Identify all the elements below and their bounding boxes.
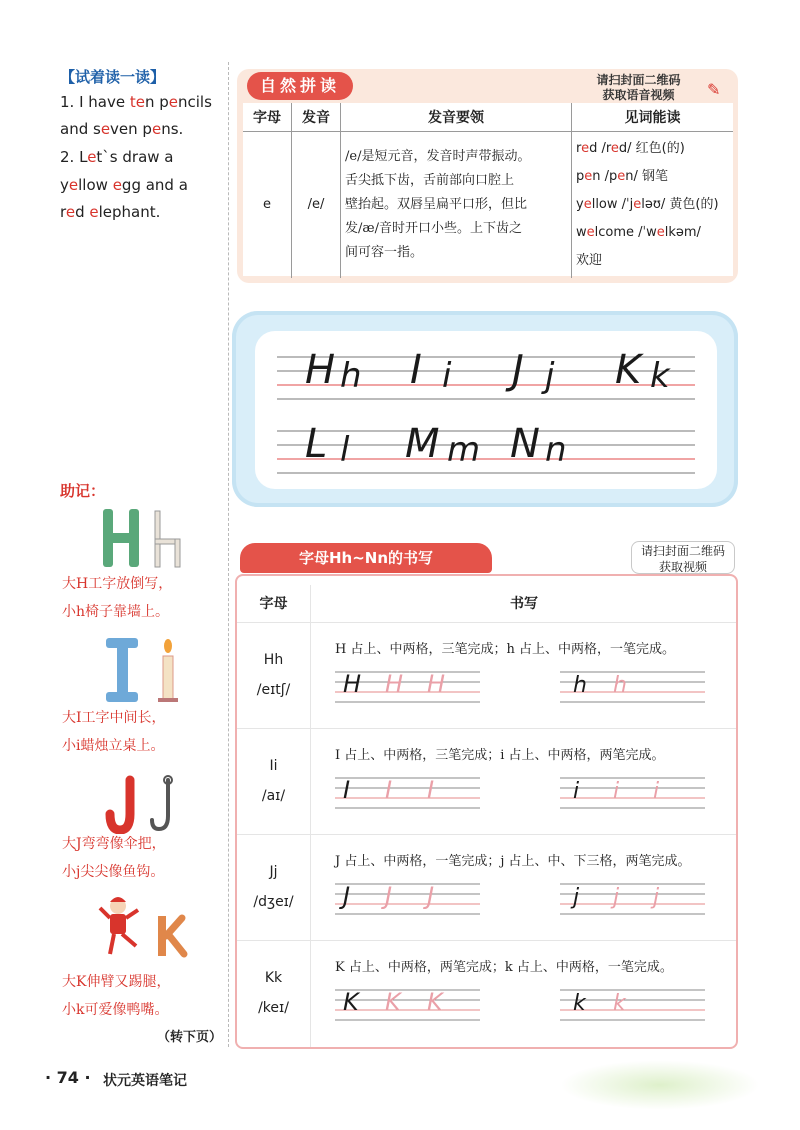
practice-letter: N (510, 421, 540, 467)
phonics-letter: e (243, 132, 292, 278)
phonics-point-line: 间可容一指。 (345, 244, 424, 260)
memo-k-line1: 大K伸臂又踢腿， (62, 974, 171, 990)
footer-decoration (560, 1060, 760, 1110)
writing-sample-letter: I (427, 776, 435, 804)
writing-note-line1: 请扫封面二维码 (640, 544, 725, 558)
letter-j-illustration (98, 774, 188, 834)
try-read-sentence-2: 2. Let`s draw a (60, 148, 174, 166)
practice-letter: k (650, 356, 670, 396)
writing-sample-letter: J (343, 882, 351, 910)
try-read-title: 【试着读一读】 (60, 68, 166, 86)
practice-letter: j (545, 356, 555, 396)
writing-sample-letter: H (427, 670, 446, 698)
practice-letter: L (305, 421, 328, 467)
writing-col-writing: 书写 (510, 596, 538, 612)
writing-sample-letter: K (385, 988, 401, 1016)
phonics-words (572, 132, 734, 278)
writing-practice-grid (335, 984, 735, 1030)
phonics-word: welcome /ˈwelkəm/ (576, 224, 701, 240)
practice-letter: M (405, 421, 440, 467)
writing-sample-letter: i (573, 779, 580, 804)
letter-k-illustration (98, 894, 198, 960)
memo-h-line1: 大H工字放倒写， (62, 576, 173, 592)
memo-h-line2: 小h椅子靠墙上。 (62, 604, 170, 620)
practice-letter: h (340, 356, 362, 396)
writing-letter: Ii (269, 758, 278, 774)
writing-letter: Kk (264, 970, 283, 986)
writing-letter-ipa: /eɪtʃ/ (256, 682, 291, 698)
practice-letter: H (305, 347, 336, 393)
memo-i-line1: 大I工字中间长， (62, 710, 166, 726)
writing-sample-letter: K (427, 988, 443, 1016)
try-read-sentence-2c: red elephant. (60, 203, 161, 221)
writing-sample-letter: j (653, 885, 660, 910)
phonics-word: 欢迎 (576, 252, 603, 268)
writing-practice-grid (335, 666, 735, 712)
writing-sample-letter: k (613, 991, 626, 1016)
writing-sample-letter: I (343, 776, 351, 804)
memo-title: 助记： (60, 482, 106, 500)
phonics-col-points: 发音要领 (341, 103, 572, 132)
writing-description: K 占上、中两格，两笔完成；k 占上、中两格，一笔完成。 (335, 960, 673, 975)
letter-i-illustration (100, 636, 190, 706)
writing-practice-grid (335, 878, 735, 924)
writing-col-letter: 字母 (259, 596, 288, 612)
phonics-col-words: 见词能读 (572, 103, 734, 132)
phonics-word: red /red/ 红色(的) (576, 140, 685, 156)
writing-sample-letter: j (573, 885, 580, 910)
writing-description: I 占上、中两格，三笔完成；i 占上、中两格，两笔完成。 (335, 748, 665, 763)
writing-description: H 占上、中两格，三笔完成；h 占上、中两格，一笔完成。 (335, 642, 675, 657)
writing-note-line2: 获取视频 (658, 560, 707, 574)
writing-letter: Hh (263, 652, 284, 668)
phonics-point-line: 发/æ/音时开口小些。上下齿之 (345, 220, 522, 236)
phonics-badge: 自然拼读 (247, 72, 353, 100)
phonics-point-line: /e/是短元音，发音时声带振动。 (345, 148, 531, 164)
practice-letter: m (447, 430, 481, 470)
writing-letter: Jj (269, 864, 278, 880)
phonics-col-letter: 字母 (243, 103, 292, 132)
try-read-sentence-1b: and seven pens. (60, 120, 184, 138)
writing-row-divider (237, 728, 736, 729)
practice-letter: I (410, 347, 422, 393)
memo-j-line1: 大J弯弯像伞把， (62, 836, 166, 852)
writing-sample-letter: i (653, 779, 660, 804)
writing-sample-letter: K (343, 988, 359, 1016)
writing-letter-ipa: /dʒeɪ/ (253, 894, 294, 910)
phonics-scan-note (576, 73, 701, 103)
writing-scan-note (631, 541, 735, 574)
practice-letter: n (545, 430, 567, 470)
phonics-note-line1: 请扫封面二维码 (596, 73, 681, 87)
phonics-sound: /e/ (292, 132, 341, 278)
sound-icon: ✎ (707, 80, 721, 99)
writing-sample-letter: h (573, 673, 587, 698)
writing-practice-grid (335, 772, 735, 818)
book-title: 状元英语笔记 (103, 1073, 187, 1089)
try-read-sentence-1: 1. I have ten pencils (60, 93, 212, 111)
writing-sample-letter: h (613, 673, 627, 698)
page-number: · 74 · (45, 1068, 91, 1087)
practice-letter: i (442, 356, 452, 396)
phonics-col-sound: 发音 (292, 103, 341, 132)
phonics-note-line2: 获取语音视频 (602, 88, 675, 102)
phonics-point-line: 舌尖抵下齿，舌前部向口腔上 (345, 172, 515, 188)
writing-description: J 占上、中两格，一笔完成；j 占上、中、下三格，两笔完成。 (335, 854, 691, 869)
writing-column-divider (310, 585, 311, 1047)
writing-sample-letter: J (427, 882, 435, 910)
writing-sample-letter: I (385, 776, 393, 804)
writing-row-divider (237, 940, 736, 941)
phonics-point-line: 壁抬起。双唇呈扁平口形，但比 (345, 196, 528, 212)
writing-sample-letter: i (613, 779, 620, 804)
next-page-note: （转下页） (157, 1030, 223, 1045)
writing-row-divider (237, 834, 736, 835)
writing-sample-letter: j (613, 885, 620, 910)
writing-sample-letter: H (343, 670, 362, 698)
writing-tab: 字母Hh~Nn的书写 (240, 543, 492, 573)
writing-sample-letter: J (385, 882, 393, 910)
memo-k-line2: 小k可爱像鸭嘴。 (62, 1002, 169, 1018)
writing-sample-letter: k (573, 991, 586, 1016)
memo-j-line2: 小j尖尖像鱼钩。 (62, 864, 165, 880)
try-read-sentence-2b: yellow egg and a (60, 176, 188, 194)
practice-letter: l (340, 430, 350, 470)
phonics-table (243, 103, 733, 278)
writing-sample-letter: H (385, 670, 404, 698)
practice-letter: K (615, 347, 642, 393)
phonics-word: yellow /ˈjeləʊ/ 黄色(的) (576, 196, 719, 212)
phonics-word: pen /pen/ 钢笔 (576, 168, 669, 184)
writing-letter-ipa: /aɪ/ (261, 788, 286, 804)
phonics-points (341, 132, 572, 278)
writing-letter-ipa: /keɪ/ (258, 1000, 289, 1016)
letter-h-illustration (95, 505, 195, 573)
practice-letter: J (512, 347, 524, 393)
memo-i-line2: 小i蜡烛立桌上。 (62, 738, 165, 754)
column-divider (228, 62, 229, 1047)
